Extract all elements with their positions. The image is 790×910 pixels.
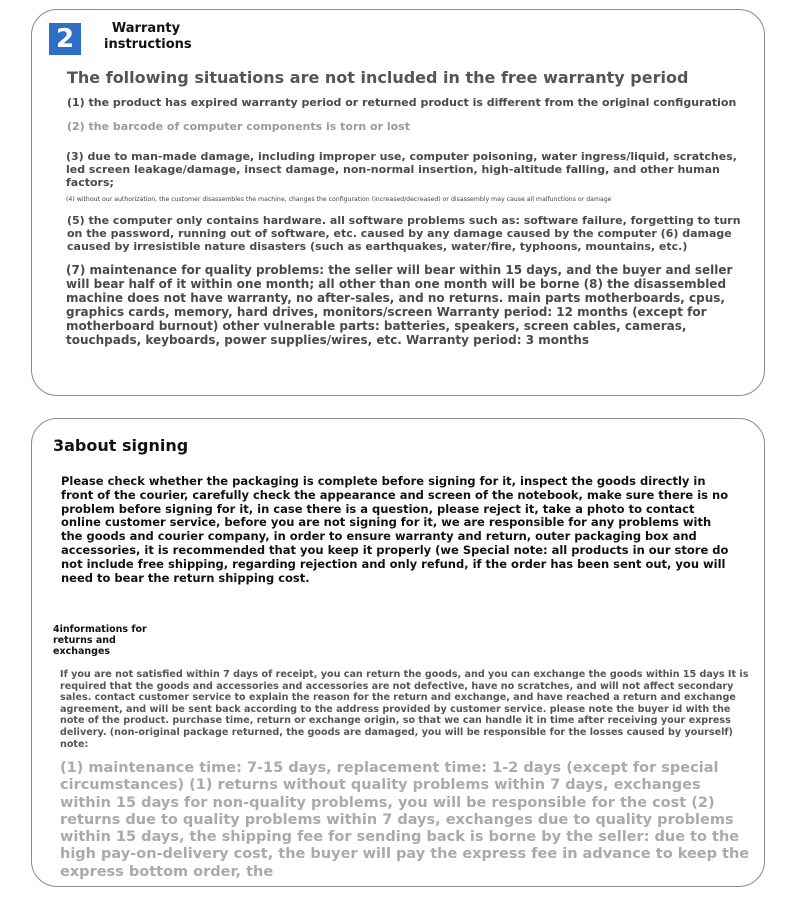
warranty-item-3: (3) due to man-made damage, including improper use, computer poisoning, water ingress/liquid, scratches, led screen leakage/damage, insect damage, non-normal insertion, high-altitude falling, and other human factors; (66, 150, 737, 189)
signing-text: Please check whether the packaging is complete before signing for it, inspect the goods directly in front of the courier, carefully check the appearance and screen of the notebook, make sure there is no problem before signing for it, in case there is a question, please reject it, take a photo to contact online customer service, before you are not signing for it, we are responsible for any problems with the goods and courier company, in order to ensure warranty and return, outer packaging box and accessories, it is recommended that you keep it properly (we Special note: all products in our store do not include free shipping, regarding rejection and only refund, if the order has been sent out, you will need to bear the return shipping cost. (61, 474, 729, 585)
maintenance-text: (1) maintenance time: 7-15 days, replacement time: 1-2 days (except for special circumstances) (1) returns without quality problems within 7 days, exchanges within 15 days for non-quality problems, you will be responsible for the cost (2) returns due to quality problems within 7 days, exchanges due to quality problems within 15 days, the shipping fee for sending back is borne by the seller: due to the high pay-on-delivery cost, the buyer will pay the express fee in advance to keep the express bottom order, the (60, 760, 750, 880)
warranty-item-2: (2) the barcode of computer components is torn or lost (67, 120, 410, 133)
warranty-item-1: (1) the product has expired warranty period or returned product is different from the original configuration (67, 96, 737, 109)
signing-returns-panel (31, 418, 765, 887)
warranty-item-4: (4) without our authorization, the customer disassembles the machine, changes the configuration (increased/decreased) or disassembly may cause all malfunctions or damage (66, 196, 612, 203)
warranty-item-5: (5) the computer only contains hardware. all software problems such as: software failure, forgetting to turn on the password, running out of software, etc. caused by any damage caused by the computer (6) damage caused by irresistible nature disasters (such as earthquakes, water/fire, typhoons, mountains, etc.) (67, 214, 741, 253)
signing-title: 3about signing (53, 436, 189, 455)
warranty-headline: The following situations are not included in the free warranty period (67, 68, 689, 87)
section-number-badge: 2 (49, 23, 81, 55)
section-title: Warranty instructions (104, 21, 192, 52)
returns-text: If you are not satisfied within 7 days of receipt, you can return the goods, and you can exchange the goods within 15 days It is required that the goods and accessories and accessories are not defective, have no scratches, and will not affect secondary sales. contact customer service to explain the reason for the return and exchange, and have reached a return and exchange agreement, and will be sent back according to the address provided by customer service. please note the buyer id with the note of the product. purchase time, return or exchange origin, so that we can handle it in time after receiving your express delivery. (non-original package returned, the goods are damaged, you will be responsible for the losses caused by yourself) note: (60, 669, 749, 750)
warranty-panel (31, 9, 765, 396)
warranty-item-7: (7) maintenance for quality problems: the seller will bear within 15 days, and the buyer and seller will bear half of it within one month; all other than one month will be borne (8) the disassembled machine does not have warranty, no after-sales, and no returns. main parts motherboards, cpus, graphics cards, memory, hard drives, monitors/screen Warranty period: 12 months (except for motherboard burnout) other vulnerable parts: batteries, speakers, screen cables, cameras, touchpads, keyboards, power supplies/wires, etc. Warranty period: 3 months (66, 263, 733, 347)
returns-title: 4informations for returns and exchanges (53, 624, 147, 657)
